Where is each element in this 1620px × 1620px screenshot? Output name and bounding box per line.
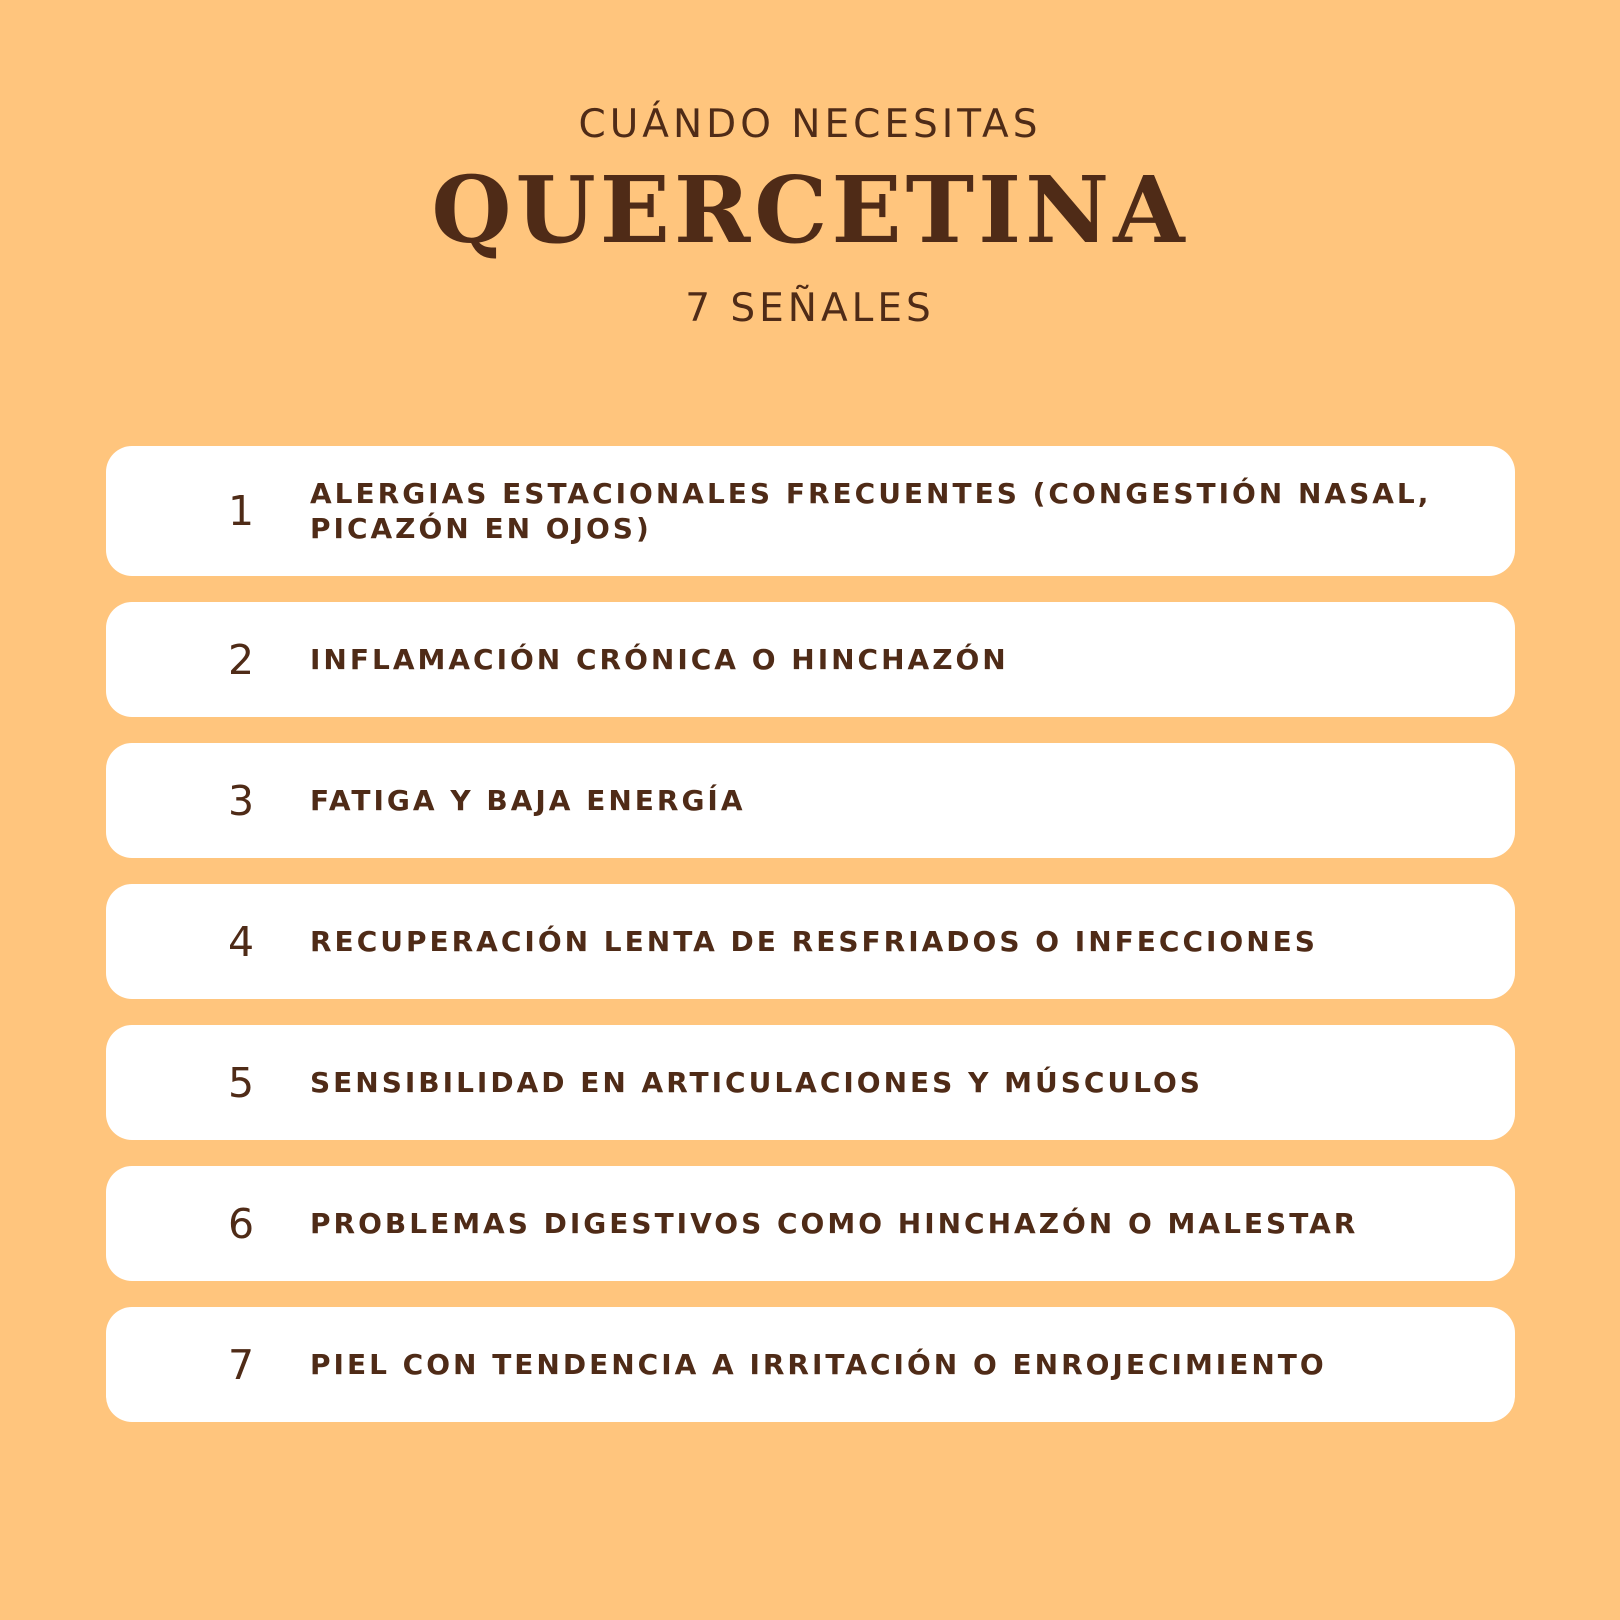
item-text: SENSIBILIDAD EN ARTICULACIONES Y MÚSCULOS [310,1066,1203,1099]
list-item-2 [106,602,1515,717]
list-item-3 [106,743,1515,858]
item-number: 3 [227,776,255,825]
page-title: QUERCETINA [431,156,1189,264]
item-text: ALERGIAS ESTACIONALES FRECUENTES (CONGESTIÓN NASAL, PICAZÓN EN OJOS) [310,477,1432,545]
item-number: 6 [227,1199,255,1248]
list-item-4 [106,884,1515,999]
item-number: 4 [227,917,255,966]
item-number: 5 [227,1058,255,1107]
kicker-text: CUÁNDO NECESITAS [578,102,1042,147]
item-text: PROBLEMAS DIGESTIVOS COMO HINCHAZÓN O MALESTAR [310,1207,1359,1240]
item-text: FATIGA Y BAJA ENERGÍA [310,784,746,817]
list-item-6 [106,1166,1515,1281]
item-text: INFLAMACIÓN CRÓNICA O HINCHAZÓN [310,643,1009,676]
item-text: PIEL CON TENDENCIA A IRRITACIÓN O ENROJECIMIENTO [310,1348,1327,1381]
list-item-5 [106,1025,1515,1140]
item-number: 7 [227,1340,255,1389]
item-text: RECUPERACIÓN LENTA DE RESFRIADOS O INFECCIONES [310,925,1318,958]
subtitle: 7 SEÑALES [685,286,935,331]
signs-list [106,446,1515,1448]
list-item-7 [106,1307,1515,1422]
list-item-1 [106,446,1515,576]
item-number: 1 [227,487,255,535]
item-number: 2 [227,635,255,684]
